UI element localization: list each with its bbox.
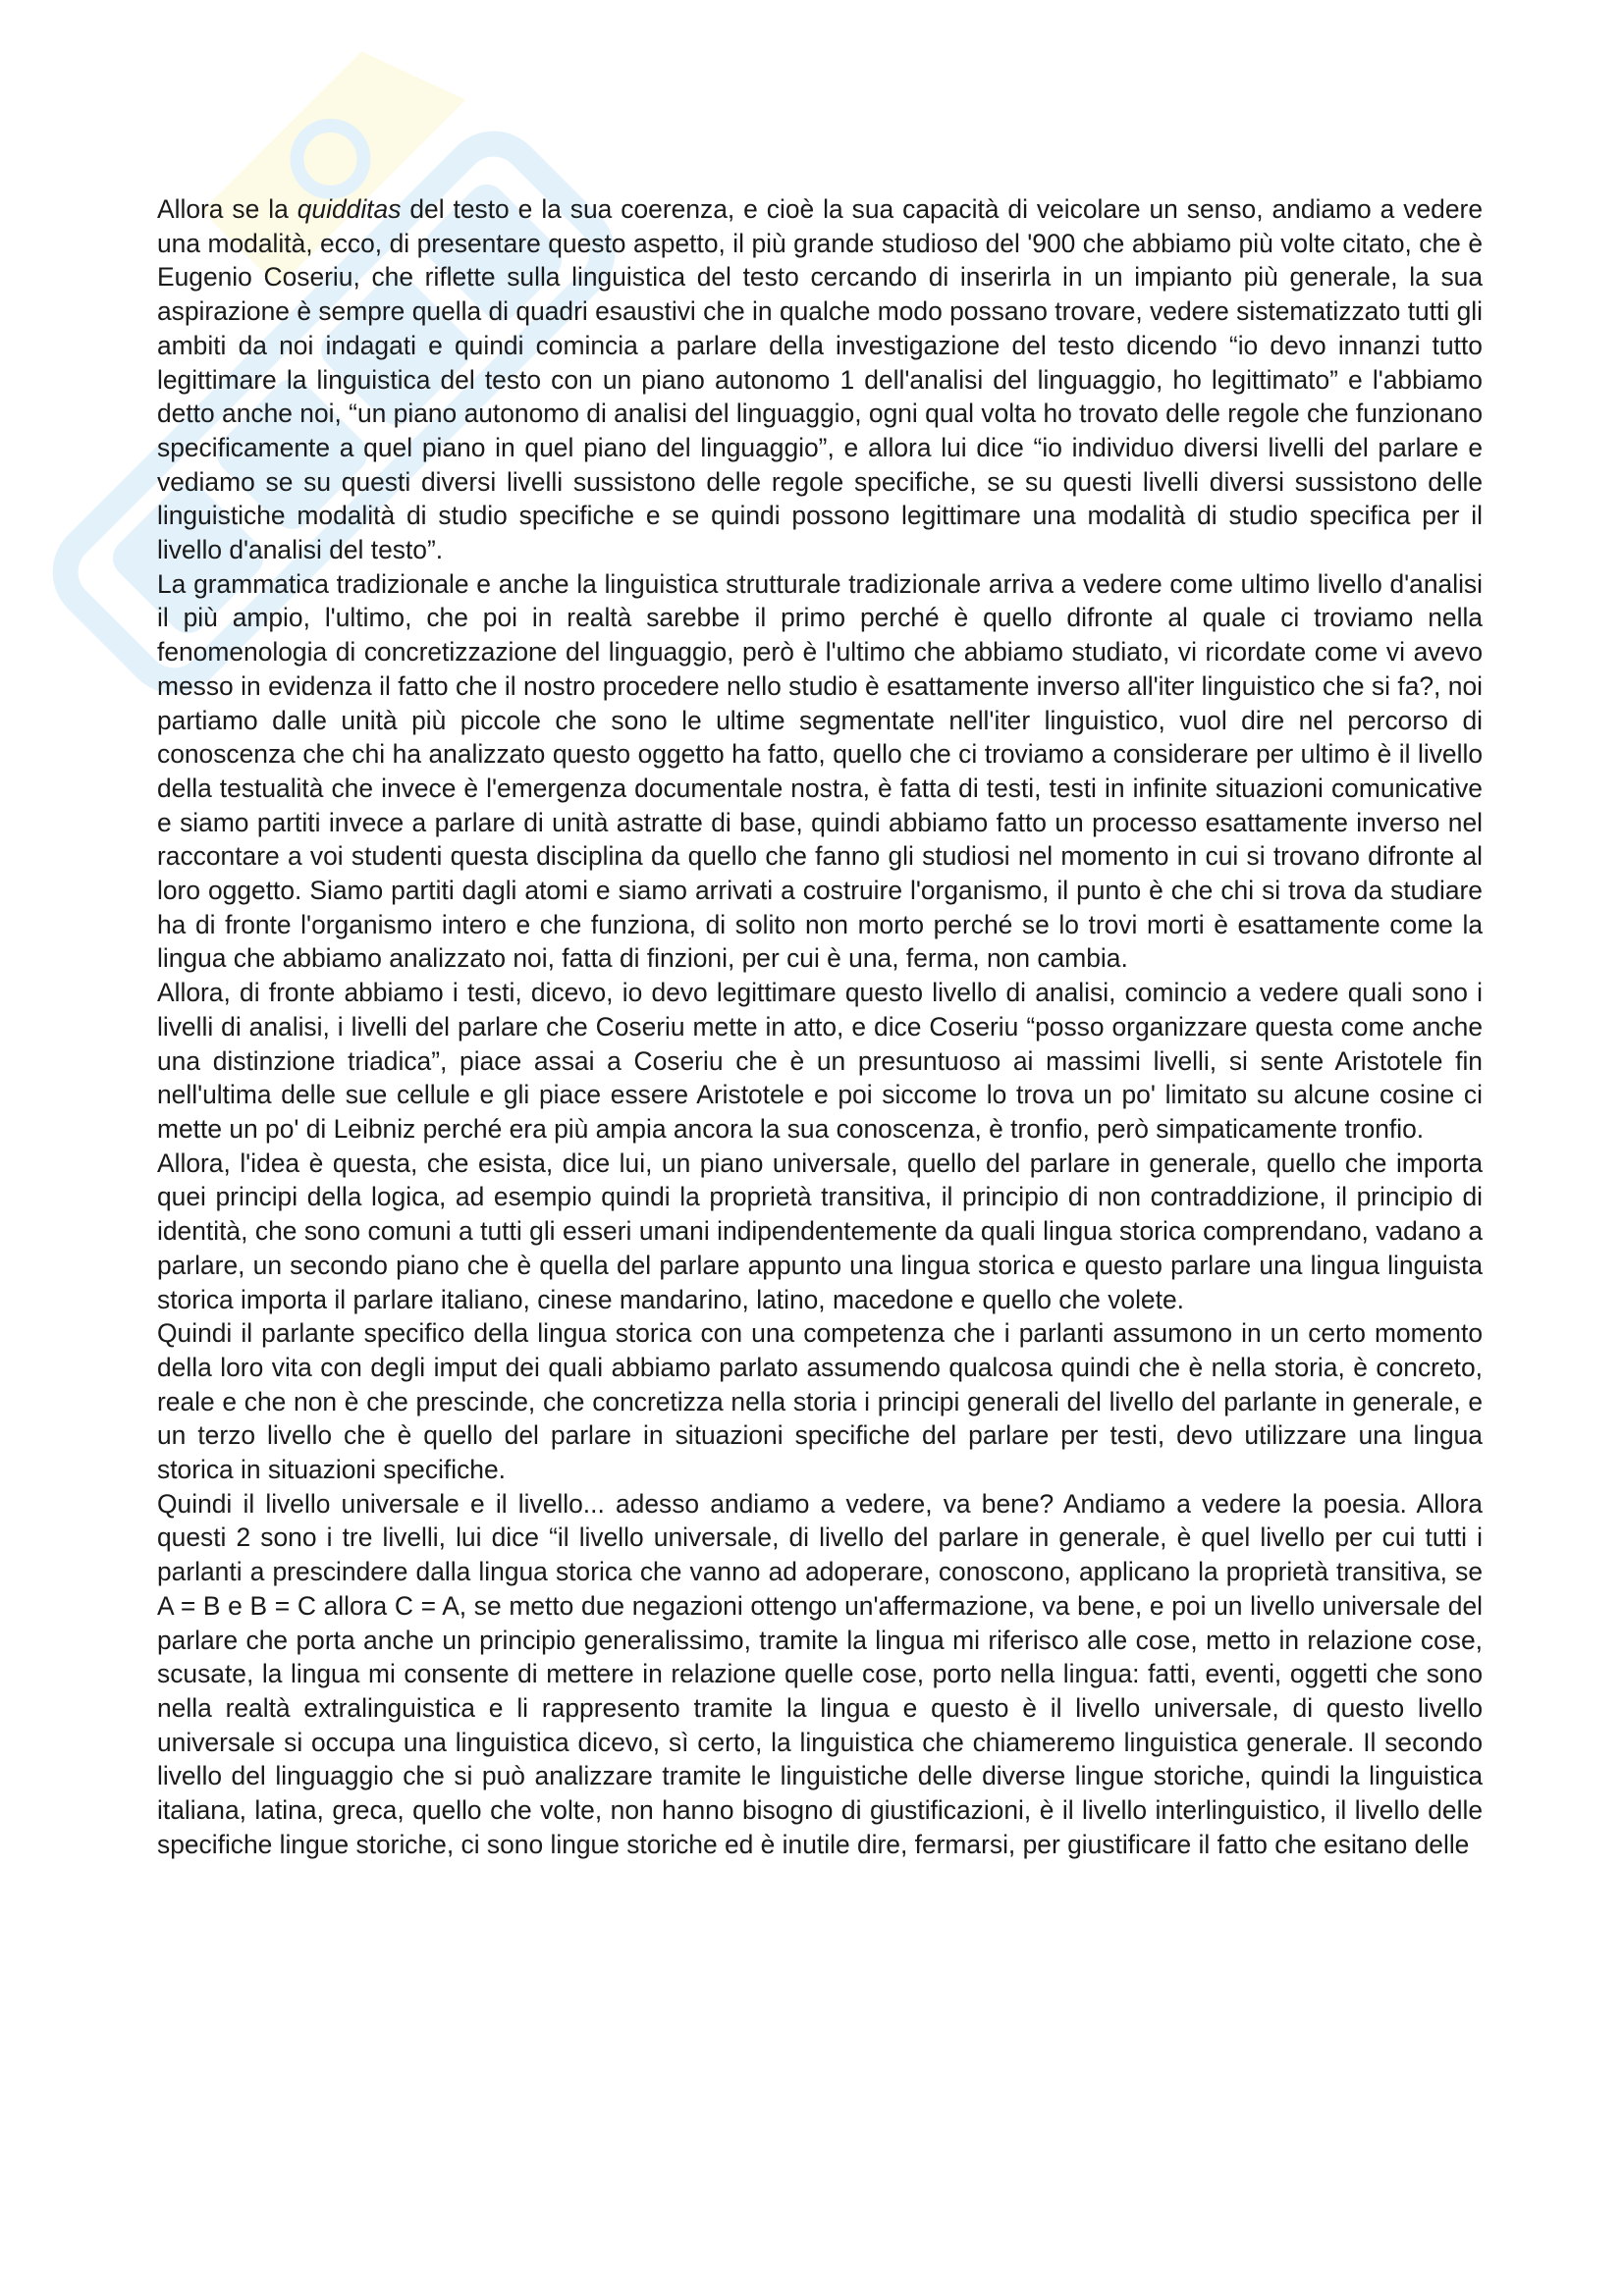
paragraph bbox=[157, 1316, 1483, 1487]
paragraph bbox=[157, 1487, 1483, 1862]
paragraph-text: Allora se la bbox=[157, 194, 298, 224]
paragraph-text: La grammatica tradizionale e anche la linguistica strutturale tradizionale arriva a vedere come ultimo livello d'analisi il più ampio, l'ultimo, che poi in realtà sarebbe il primo perché è quello difronte al quale ci troviamo nella fenomenologia di concretizzazione del linguaggio, però è l'ultimo che abbiamo studiato, vi ricordate come vi avevo messo in evidenza il fatto che il nostro procedere nello studio è esattamente inverso all'iter linguistico che si fa?, noi partiamo dalle unità più piccole che sono le ultime segmentate nell'iter linguistico, vuol dire nel percorso di conoscenza che chi ha analizzato questo oggetto ha fatto, quello che ci troviamo a considerare per ultimo è il livello della testualità che invece è l'emergenza documentale nostra, è fatta di testi, testi in infinite situazioni comunicative e siamo partiti invece a parlare di unità astratte di base, quindi abbiamo fatto un processo esattamente inverso nel raccontare a voi studenti questa disciplina da quello che fanno gli studiosi nel momento in cui si trovano difronte al loro oggetto. Siamo partiti dagli atomi e siamo arrivati a costruire l'organismo, il punto è che chi si trova da studiare ha di fronte l'organismo intero e che funziona, di solito non morto perché se lo trovi morti è esattamente come la lingua che abbiamo analizzato noi, fatta di finzioni, per cui è una, ferma, non cambia. bbox=[157, 568, 1483, 974]
paragraph-text: Quindi il livello universale e il livello... adesso andiamo a vedere, va bene? Andiamo a vedere la poesia. Allora questi 2 sono i tre livelli, lui dice “il livello universale, di livello del parlare in generale, è quel livello per cui tutti i parlanti a prescindere dalla lingua storica che vanno ad adoperare, conoscono, applicano la proprietà transitiva, se A = B e B = C allora C = A, se metto due negazioni ottengo un'affermazione, va bene, e poi un livello universale del parlare che porta anche un principio generalissimo, tramite la lingua mi riferisco alle cose, metto in relazione cose, scusate, la lingua mi consente di mettere in relazione quelle cose, porto nella lingua: fatti, eventi, oggetti che sono nella realtà extralinguistica e li rappresento tramite la lingua e questo è il livello universale, di questo livello universale si occupa una linguistica dicevo, sì certo, la linguistica che chiameremo linguistica generale. Il secondo livello del linguaggio che si può analizzare tramite le linguistiche delle diverse lingue storiche, quindi la linguistica italiana, latina, greca, quello che volte, non hanno bisogno di giustificazioni, è il livello interlinguistico, il livello delle specifiche lingue storiche, ci sono lingue storiche ed è inutile dire, fermarsi, per giustificare il fatto che esitano delle bbox=[157, 1488, 1483, 1859]
document-body bbox=[157, 192, 1483, 1861]
italic-term: quidditas bbox=[297, 194, 402, 224]
paragraph bbox=[157, 976, 1483, 1147]
paragraph-text: Allora, di fronte abbiamo i testi, dicevo, io devo legittimare questo livello di analisi, comincio a vedere quali sono i livelli di analisi, i livelli del parlare che Coseriu mette in atto, e dice Coseriu “posso organizzare questa come anche una distinzione triadica”, piace assai a Coseriu che è un presuntuoso ai massimi livelli, si sente Aristotele fin nell'ultima delle sue cellule e gli piace essere Aristotele e poi siccome lo trova un po' limitato su alcune cosine ci mette un po' di Leibniz perché era più ampia ancora la sua conoscenza, è tronfio, però simpaticamente tronfio. bbox=[157, 978, 1483, 1144]
paragraph bbox=[157, 567, 1483, 976]
paragraph bbox=[157, 1147, 1483, 1317]
paragraph-text: Quindi il parlante specifico della lingua storica con una competenza che i parlanti assumono in un certo momento della loro vita con degli imput dei quali abbiamo parlato assumendo qualcosa quindi che è nella storia, è concreto, reale e che non è che prescinde, che concretizza nella storia i principi generali del livello del parlante in generale, e un terzo livello che è quello del parlare in situazioni specifiche del parlare per testi, devo utilizzare una lingua storica in situazioni specifiche. bbox=[157, 1318, 1483, 1485]
paragraph bbox=[157, 192, 1483, 567]
paragraph-text: del testo e la sua coerenza, e cioè la sua capacità di veicolare un senso, andiamo a vedere una modalità, ecco, di presentare questo aspetto, il più grande studioso del '900 che abbiamo più volte citato, che è Eugenio Coseriu, che riflette sulla linguistica del testo cercando di inserirla in un impianto più generale, la sua aspirazione è sempre quella di quadri esaustivi che in qualche modo possano trovare, vedere sistematizzato tutti gli ambiti da noi indagati e quindi comincia a parlare della investigazione del testo dicendo “io devo innanzi tutto legittimare la linguistica del testo con un piano autonomo 1 dell'analisi del linguaggio, ho legittimato” e l'abbiamo detto anche noi, “un piano autonomo di analisi del linguaggio, ogni qual volta ho trovato delle regole che funzionano specificamente a quel piano in quel piano del linguaggio”, e allora lui dice “io individuo diversi livelli del parlare e vediamo se su questi diversi livelli sussistono delle regole specifiche, se su questi livelli diversi sussistono delle linguistiche modalità di studio specifiche e se quindi possono legittimare una modalità di studio specifica per il livello d'analisi del testo”. bbox=[157, 194, 1483, 565]
paragraph-text: Allora, l'idea è questa, che esista, dice lui, un piano universale, quello del parlare in generale, quello che importa quei principi della logica, ad esempio quindi la proprietà transitiva, il principio di non contraddizione, il principio di identità, che sono comuni a tutti gli esseri umani indipendentemente da quali lingua storica comprendano, vadano a parlare, un secondo piano che è quella del parlare appunto una lingua storica e questo parlare una lingua linguista storica importa il parlare italiano, cinese mandarino, latino, macedone e quello che volete. bbox=[157, 1148, 1483, 1314]
